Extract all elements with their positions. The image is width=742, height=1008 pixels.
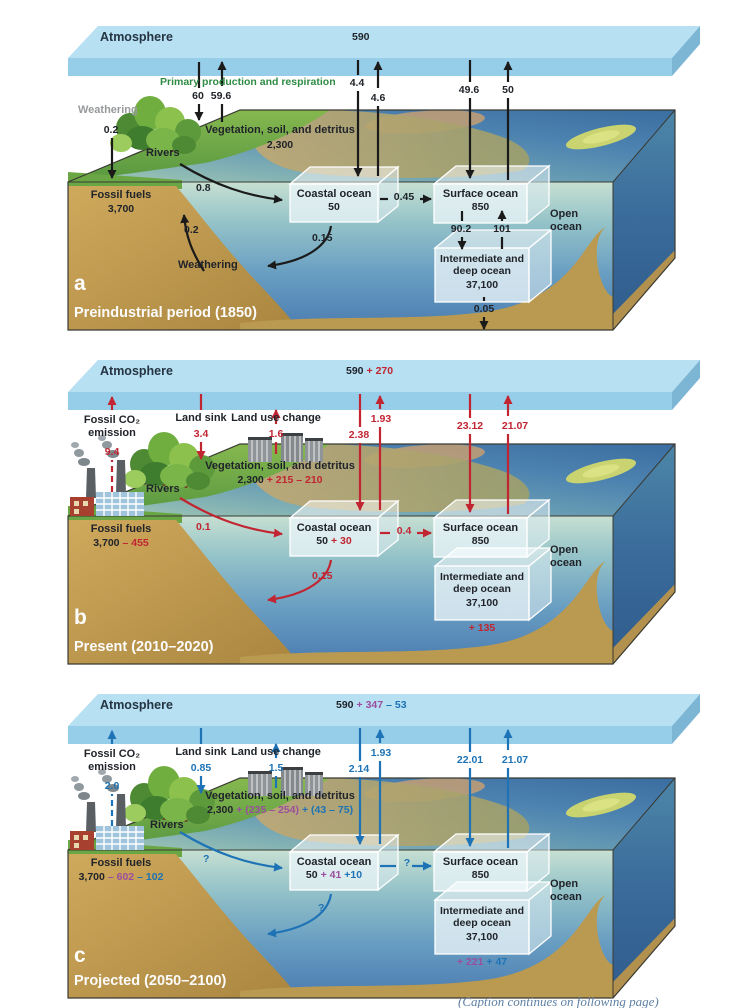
fossil-fuels-stock: 3,700 – 455 — [93, 537, 149, 549]
flow-coastal-export: 0.15 — [312, 570, 333, 582]
atmosphere-stock: 590 — [352, 31, 370, 43]
deep-ocean-stock: 37,100 — [465, 597, 499, 609]
land-use-label: Land use change — [231, 746, 321, 758]
fossil-emission-label: Fossil CO₂ emission — [83, 414, 141, 439]
panel-letter: b — [74, 606, 87, 629]
deep-ocean-label: Intermediate and deep ocean — [439, 905, 525, 930]
panel-c-illustration — [0, 668, 742, 1008]
vegetation-stock: 2,300 + 215 – 210 — [237, 474, 323, 486]
vegetation-stock: 2,300 — [266, 139, 294, 151]
fossil-fuels-stock: 3,700 — [107, 203, 135, 215]
panel-letter: a — [74, 272, 86, 295]
deep-ocean-delta: + 221 + 47 — [456, 956, 508, 968]
flow-coastal-export: ? — [318, 902, 325, 914]
flow-river-input: 0.1 — [196, 521, 211, 533]
vegetation-label: Vegetation, soil, and detritus — [205, 460, 355, 472]
flow-land-use: 1.6 — [268, 428, 284, 440]
panel-period-title: Present (2010–2020) — [74, 639, 214, 655]
deep-ocean-stock: 37,100 — [465, 931, 499, 943]
open-ocean-label: Open ocean — [550, 208, 582, 233]
coastal-ocean-label: Coastal ocean — [296, 856, 372, 868]
surface-ocean-label: Surface ocean — [442, 188, 519, 200]
atmosphere-stock: 590 + 347 – 53 — [336, 699, 407, 711]
rivers-label: Rivers — [146, 483, 180, 495]
rivers-label: Rivers — [150, 819, 184, 831]
atmosphere-stock: 590 + 270 — [346, 365, 394, 377]
fossil-fuels-label: Fossil fuels — [90, 189, 152, 201]
land-sink-label: Land sink — [175, 412, 227, 424]
coastal-ocean-label: Coastal ocean — [296, 522, 372, 534]
flow-surface-air-up: 50 — [502, 84, 514, 96]
flow-coastal-export: 0.15 — [312, 232, 333, 244]
flow-coastal-air-down: 4.4 — [349, 77, 365, 89]
fossil-emission-label: Fossil CO₂ emission — [83, 748, 141, 773]
panel-projected — [0, 668, 742, 1008]
deep-ocean-delta: + 135 — [468, 622, 496, 634]
atmosphere-label: Atmosphere — [100, 698, 173, 712]
coastal-ocean-label: Coastal ocean — [296, 188, 372, 200]
coastal-ocean-stock: 50 + 41 +10 — [305, 869, 363, 881]
weathering-top-label: Weathering — [78, 104, 138, 116]
panel-present — [0, 334, 742, 674]
fossil-fuels-label: Fossil fuels — [90, 523, 152, 535]
flow-coastal-to-surface: ? — [403, 857, 411, 869]
flow-weathering-return: 0.2 — [184, 224, 199, 236]
open-ocean-label: Open ocean — [550, 544, 582, 569]
flow-surface-air-up: 21.07 — [501, 420, 529, 432]
flow-fossil-up: 9.4 — [104, 446, 120, 458]
atmosphere-label: Atmosphere — [100, 364, 173, 378]
deep-ocean-label: Intermediate and deep ocean — [439, 571, 525, 596]
flow-river-input: 0.8 — [196, 182, 211, 194]
weathering-bottom-label: Weathering — [178, 259, 238, 271]
deep-ocean-stock: 37,100 — [465, 279, 499, 291]
surface-ocean-label: Surface ocean — [442, 522, 519, 534]
deep-ocean-label: Intermediate and deep ocean — [439, 253, 525, 278]
land-use-label: Land use change — [231, 412, 321, 424]
flow-deep-to-surface: 101 — [493, 223, 511, 235]
flow-coastal-air-up: 1.93 — [370, 747, 392, 759]
caption-continues-note: (Caption continues on following page) — [458, 994, 659, 1008]
surface-ocean-label: Surface ocean — [442, 856, 519, 868]
panel-period-title: Projected (2050–2100) — [74, 973, 227, 989]
flow-production-down: 60 — [192, 90, 204, 102]
flow-surface-air-down: 22.01 — [456, 754, 484, 766]
fossil-fuels-label: Fossil fuels — [90, 857, 152, 869]
flow-coastal-to-surface: 0.4 — [396, 525, 412, 537]
flow-surface-air-down: 23.12 — [456, 420, 484, 432]
rivers-label: Rivers — [146, 147, 180, 159]
flow-burial: 0.05 — [473, 303, 495, 315]
coastal-ocean-stock: 50 + 30 — [316, 535, 352, 547]
atmosphere-label: Atmosphere — [100, 30, 173, 44]
flow-surface-air-up: 21.07 — [501, 754, 529, 766]
panel-preindustrial — [0, 0, 742, 340]
open-ocean-label: Open ocean — [550, 878, 582, 903]
vegetation-label: Vegetation, soil, and detritus — [205, 790, 355, 802]
primary-production-label: Primary production and respiration — [160, 76, 336, 88]
panel-period-title: Preindustrial period (1850) — [74, 305, 257, 321]
fossil-fuels-stock: 3,700 – 602 – 102 — [78, 871, 164, 883]
flow-river-input: ? — [203, 853, 210, 865]
flow-respiration-up: 59.6 — [210, 90, 232, 102]
flow-coastal-air-down: 2.38 — [348, 429, 370, 441]
panel-letter: c — [74, 944, 86, 967]
flow-land-use: 1.5 — [268, 762, 284, 774]
coastal-ocean-stock: 50 — [328, 201, 340, 213]
vegetation-stock: 2,300 + (235 – 254) + (43 – 75) — [206, 804, 354, 816]
flow-land-sink: 0.85 — [190, 762, 212, 774]
flow-land-sink: 3.4 — [193, 428, 209, 440]
flow-coastal-air-up: 4.6 — [370, 92, 386, 104]
land-sink-label: Land sink — [175, 746, 227, 758]
surface-ocean-stock: 850 — [471, 535, 490, 547]
panel-b-illustration — [0, 334, 742, 674]
panel-a-illustration — [0, 0, 742, 340]
flow-fossil-up: 2.0 — [104, 780, 120, 792]
flow-weathering-in: 0.2 — [103, 124, 119, 136]
surface-ocean-stock: 850 — [471, 201, 490, 213]
surface-ocean-stock: 850 — [471, 869, 490, 881]
vegetation-label: Vegetation, soil, and detritus — [205, 124, 355, 136]
flow-coastal-air-up: 1.93 — [370, 413, 392, 425]
flow-coastal-air-down: 2.14 — [348, 763, 370, 775]
flow-surface-to-deep: 90.2 — [450, 223, 472, 235]
flow-surface-air-down: 49.6 — [458, 84, 480, 96]
flow-coastal-to-surface: 0.45 — [393, 191, 415, 203]
